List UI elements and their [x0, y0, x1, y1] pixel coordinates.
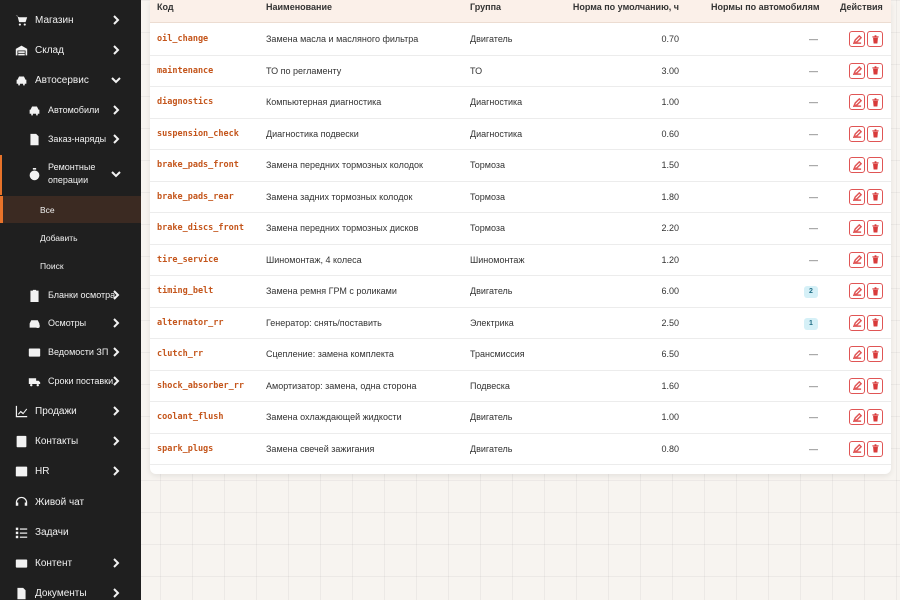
default-norm-value: 1.50 — [661, 160, 679, 170]
sidebar-item-label: Ремонтные операции — [48, 162, 96, 185]
sidebar-item-label: Задачи — [35, 526, 69, 538]
delete-icon — [871, 66, 880, 75]
table-row — [150, 182, 891, 214]
operation-group: Тормоза — [470, 160, 506, 170]
delete-button[interactable] — [867, 283, 883, 299]
table-row — [150, 276, 891, 308]
operation-code-link[interactable]: oil_change — [157, 34, 209, 44]
edit-button[interactable] — [849, 63, 865, 79]
sidebar-item-shop[interactable] — [0, 9, 141, 31]
operation-name: Замена масла и масляного фильтра — [266, 34, 419, 44]
sidebar-item-add[interactable] — [0, 226, 141, 250]
operation-code-link[interactable]: timing_belt — [157, 286, 214, 296]
sidebar-item-autoservice[interactable] — [0, 69, 141, 91]
operation-group: Двигатель — [470, 412, 513, 422]
operation-code-link[interactable]: shock_absorber_rr — [157, 380, 244, 391]
delete-button[interactable] — [867, 126, 883, 142]
operation-code-link[interactable]: tire_service — [157, 254, 219, 265]
edit-button[interactable] — [849, 220, 865, 236]
car-norms-value: — — [809, 443, 818, 454]
sidebar-item-label: Заказ-наряды — [48, 134, 107, 144]
operation-code-link[interactable]: diagnostics — [157, 97, 214, 107]
edit-icon — [853, 413, 862, 422]
edit-icon — [853, 350, 862, 359]
car-norms-value: — — [809, 128, 818, 139]
car-norms-value: — — [809, 223, 818, 233]
edit-icon — [853, 98, 862, 107]
operation-code-link[interactable]: clutch_rr — [157, 349, 204, 359]
operation-name: Замена охлаждающей жидкости — [266, 412, 402, 422]
default-norm-value: 1.80 — [661, 191, 679, 202]
chevron-right-icon — [111, 436, 121, 446]
operation-group: Диагностика — [470, 97, 523, 107]
operation-code-link[interactable]: brake_pads_rear — [157, 191, 234, 202]
table-row — [150, 308, 891, 340]
inspection-icon — [27, 316, 41, 330]
chevron-right-icon — [111, 15, 121, 25]
operation-name: Сцепление: замена комплекта — [266, 349, 394, 359]
sidebar-item-label: HR — [35, 465, 50, 477]
sidebar-item-label: Документы — [35, 587, 87, 599]
sidebar-item-live-chat[interactable] — [0, 491, 141, 513]
edit-button[interactable] — [849, 94, 865, 110]
sidebar-item-inspection-forms[interactable] — [0, 284, 141, 306]
chevron-right-icon — [111, 45, 121, 55]
delete-icon — [871, 192, 880, 201]
delete-icon — [871, 35, 880, 44]
documents-icon — [14, 586, 28, 600]
sidebar-item-label: Продажи — [35, 405, 77, 417]
delete-button[interactable] — [867, 252, 883, 268]
delete-button[interactable] — [867, 220, 883, 236]
operation-group: ТО — [470, 65, 483, 76]
table-row — [150, 402, 891, 434]
delete-icon — [871, 161, 880, 170]
table-row — [150, 434, 891, 466]
car-icon — [14, 73, 28, 87]
sidebar-item-sales[interactable] — [0, 400, 141, 422]
edit-icon — [853, 35, 862, 44]
sidebar-item-inspections[interactable] — [0, 312, 141, 334]
default-norm-value: 6.50 — [661, 349, 679, 359]
operation-group: Двигатель — [470, 34, 513, 44]
sidebar-item-label: Склад — [35, 44, 64, 56]
column-header-group[interactable]: Группа — [470, 2, 502, 12]
delete-icon — [871, 350, 880, 359]
sidebar-item-documents[interactable] — [0, 582, 141, 600]
delete-icon — [871, 287, 880, 296]
table-row — [150, 24, 891, 56]
sidebar-item-label: Автосервис — [35, 74, 89, 86]
operation-group: Электрика — [470, 317, 514, 328]
default-norm-value: 0.80 — [661, 443, 679, 454]
chevron-down-icon — [111, 75, 121, 85]
contacts-icon — [14, 434, 28, 448]
operation-name: Замена свечей зажигания — [266, 443, 375, 454]
delete-icon — [871, 224, 880, 233]
delete-icon — [871, 444, 880, 453]
edit-button[interactable] — [849, 315, 865, 331]
table-row — [150, 339, 891, 371]
operation-name: Замена ремня ГРМ с роликами — [266, 286, 397, 296]
chevron-right-icon — [111, 318, 121, 328]
column-header-actions: Действия — [840, 2, 883, 12]
operation-name: Шиномонтаж, 4 колеса — [266, 254, 362, 265]
sidebar-item-label: Осмотры — [48, 318, 87, 328]
truck-icon — [27, 374, 41, 388]
car-norms-value: — — [809, 412, 818, 422]
sidebar-item-payroll[interactable] — [0, 341, 141, 363]
car-norms-value: — — [809, 254, 818, 265]
edit-button[interactable] — [849, 126, 865, 142]
sidebar-item-label: Автомобили — [48, 105, 100, 115]
operation-name: Генератор: снять/поставить — [266, 317, 382, 328]
edit-button[interactable] — [849, 441, 865, 457]
sidebar-item-search[interactable] — [0, 254, 141, 278]
delete-button[interactable] — [867, 346, 883, 362]
table-row — [150, 150, 891, 182]
edit-icon — [853, 444, 862, 453]
sidebar-item-label: Все — [40, 204, 55, 215]
edit-icon — [853, 129, 862, 138]
sidebar-item-label: Добавить — [40, 233, 78, 243]
delete-button[interactable] — [867, 378, 883, 394]
operation-name: Замена задних тормозных колодок — [266, 191, 413, 202]
repair-operations-table — [150, 0, 891, 474]
edit-icon — [853, 318, 862, 327]
chevron-right-icon — [111, 105, 121, 115]
table-row — [150, 213, 891, 245]
car-norms-value: — — [809, 349, 818, 359]
operation-name: Замена передних тормозных дисков — [266, 223, 419, 233]
edit-button[interactable] — [849, 252, 865, 268]
chevron-right-icon — [111, 290, 121, 300]
car-norms-value: — — [809, 34, 818, 44]
car-norms-count-badge[interactable]: 1 — [804, 318, 818, 330]
sidebar-item-label: Контент — [35, 557, 73, 569]
car-norms-value: — — [809, 97, 818, 107]
operation-code-link[interactable]: coolant_flush — [157, 412, 224, 422]
chevron-right-icon — [111, 376, 121, 386]
delete-icon — [871, 98, 880, 107]
car-norms-count-badge[interactable]: 2 — [804, 286, 818, 298]
edit-button[interactable] — [849, 31, 865, 47]
clipboard-icon — [27, 288, 41, 302]
sidebar-item-label: Магазин — [35, 14, 74, 26]
operation-name: Диагностика подвески — [266, 128, 359, 139]
sidebar-item-label: Контакты — [35, 435, 79, 447]
default-norm-value: 0.70 — [661, 34, 679, 44]
headset-icon — [14, 495, 28, 509]
column-header-car-norms[interactable]: Нормы по автомобилям — [711, 2, 820, 12]
sidebar-item-hr[interactable] — [0, 460, 141, 482]
sidebar-item-label: Живой чат — [35, 496, 85, 508]
default-norm-value: 1.60 — [661, 380, 679, 391]
chevron-right-icon — [111, 406, 121, 416]
default-norm-value: 1.20 — [661, 254, 679, 265]
edit-icon — [853, 224, 862, 233]
table-row — [150, 119, 891, 151]
operation-group: Двигатель — [470, 286, 513, 296]
column-header-default-norm[interactable]: Норма по умолчанию, ч — [572, 2, 679, 12]
warehouse-icon — [14, 43, 28, 57]
tasks-icon — [14, 525, 28, 539]
chevron-right-icon — [111, 466, 121, 476]
delete-icon — [871, 255, 880, 264]
edit-button[interactable] — [849, 157, 865, 173]
table-row — [150, 56, 891, 88]
chart-line-icon — [14, 404, 28, 418]
chevron-right-icon — [111, 558, 121, 568]
table-row — [150, 87, 891, 119]
delete-button[interactable] — [867, 94, 883, 110]
sidebar-item-all[interactable] — [0, 196, 141, 223]
default-norm-value: 2.20 — [661, 223, 679, 233]
sidebar-item-label: Сроки поставки — [48, 376, 114, 386]
content-icon — [14, 556, 28, 570]
edit-button[interactable] — [849, 409, 865, 425]
sidebar-item-tasks[interactable] — [0, 521, 141, 543]
car-norms-value: — — [809, 65, 818, 76]
edit-button[interactable] — [849, 346, 865, 362]
operation-code-link[interactable]: spark_plugs — [157, 443, 214, 454]
sidebar-item-repair-operations[interactable] — [0, 157, 141, 191]
table-header — [150, 0, 891, 23]
edit-button[interactable] — [849, 189, 865, 205]
default-norm-value: 1.00 — [661, 412, 679, 422]
operation-group: Диагностика — [470, 128, 523, 139]
edit-icon — [853, 161, 862, 170]
operation-code-link[interactable]: brake_discs_front — [157, 223, 244, 233]
default-norm-value: 1.00 — [661, 97, 679, 107]
sidebar-item-delivery-times[interactable] — [0, 370, 141, 392]
car-norms-value: — — [809, 380, 818, 391]
edit-icon — [853, 381, 862, 390]
sidebar — [0, 0, 141, 600]
operation-group: Тормоза — [470, 191, 506, 202]
hr-icon — [14, 464, 28, 478]
delete-icon — [871, 129, 880, 138]
delete-button[interactable] — [867, 31, 883, 47]
edit-icon — [853, 287, 862, 296]
default-norm-value: 6.00 — [661, 286, 679, 296]
operation-code-link[interactable]: alternator_rr — [157, 317, 224, 328]
chevron-right-icon — [111, 134, 121, 144]
operation-group: Двигатель — [470, 443, 513, 454]
edit-button[interactable] — [849, 378, 865, 394]
delete-icon — [871, 318, 880, 327]
column-header-code[interactable]: Код — [157, 2, 174, 12]
chevron-down-icon — [111, 169, 121, 179]
edit-icon — [853, 192, 862, 201]
operation-name: Амортизатор: замена, одна сторона — [266, 380, 417, 391]
stopwatch-icon — [27, 167, 41, 181]
operation-name: Компьютерная диагностика — [266, 97, 382, 107]
car-small-icon — [27, 103, 41, 117]
edit-icon — [853, 255, 862, 264]
column-header-name[interactable]: Наименование — [266, 2, 333, 12]
delete-icon — [871, 413, 880, 422]
delete-button[interactable] — [867, 63, 883, 79]
table-row — [150, 245, 891, 277]
operation-group: Подвеска — [470, 380, 510, 391]
delete-button[interactable] — [867, 315, 883, 331]
operation-code-link[interactable]: maintenance — [157, 65, 214, 76]
default-norm-value: 2.50 — [661, 317, 679, 328]
sidebar-item-orders[interactable] — [0, 128, 141, 150]
car-norms-value: — — [809, 160, 818, 170]
sidebar-item-contacts[interactable] — [0, 430, 141, 452]
sidebar-item-content[interactable] — [0, 552, 141, 574]
order-icon — [27, 132, 41, 146]
car-norms-value: — — [809, 191, 818, 202]
chevron-right-icon — [111, 347, 121, 357]
operation-group: Тормоза — [470, 223, 506, 233]
sidebar-item-label: Ведомости ЗП — [48, 347, 109, 357]
edit-button[interactable] — [849, 283, 865, 299]
delete-icon — [871, 381, 880, 390]
operation-group: Трансмиссия — [470, 349, 525, 359]
chevron-right-icon — [111, 588, 121, 598]
delete-button[interactable] — [867, 189, 883, 205]
delete-button[interactable] — [867, 441, 883, 457]
sidebar-item-label: Поиск — [40, 261, 64, 271]
operation-code-link[interactable]: brake_pads_front — [157, 160, 239, 170]
sidebar-item-cars[interactable] — [0, 99, 141, 121]
default-norm-value: 3.00 — [661, 65, 679, 76]
sidebar-item-label: Бланки осмотра — [48, 290, 116, 300]
delete-button[interactable] — [867, 409, 883, 425]
sidebar-item-warehouse[interactable] — [0, 39, 141, 61]
operation-code-link[interactable]: suspension_check — [157, 128, 239, 139]
operation-group: Шиномонтаж — [470, 254, 525, 265]
cart-icon — [14, 13, 28, 27]
default-norm-value: 0.60 — [661, 128, 679, 139]
table-row — [150, 371, 891, 403]
payroll-icon — [27, 345, 41, 359]
operation-name: Замена передних тормозных колодок — [266, 160, 423, 170]
edit-icon — [853, 66, 862, 75]
operation-name: ТО по регламенту — [266, 65, 342, 76]
delete-button[interactable] — [867, 157, 883, 173]
